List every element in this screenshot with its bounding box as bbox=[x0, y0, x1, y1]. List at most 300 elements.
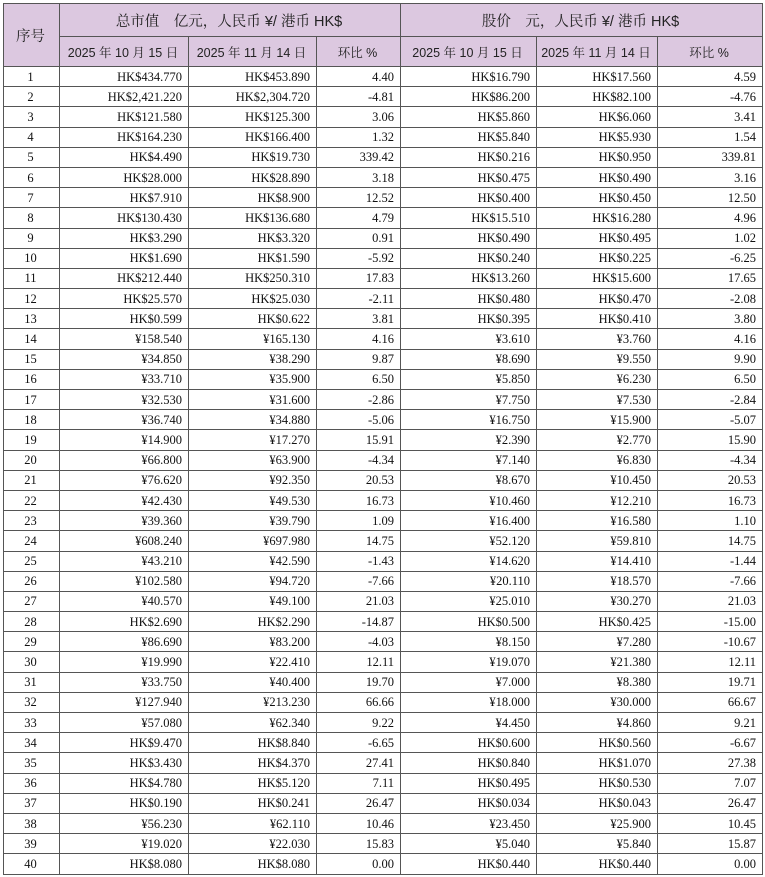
share-price-oct15-cell: HK$0.216 bbox=[401, 147, 537, 167]
market-cap-nov14-cell: ¥35.900 bbox=[189, 369, 317, 389]
market-cap-oct15-cell: ¥608.240 bbox=[60, 531, 189, 551]
header-index: 序号 bbox=[4, 4, 60, 67]
market-cap-change-cell: 15.83 bbox=[317, 834, 401, 854]
header-price-date-1: 2025 年 10 月 15 日 bbox=[401, 37, 537, 67]
row-index-cell: 4 bbox=[4, 127, 60, 147]
table-row bbox=[4, 228, 763, 248]
share-price-change-cell: -5.07 bbox=[658, 410, 763, 430]
share-price-change-cell: 15.90 bbox=[658, 430, 763, 450]
market-cap-change-cell: 3.81 bbox=[317, 309, 401, 329]
share-price-oct15-cell: ¥18.000 bbox=[401, 692, 537, 712]
header-price-date-2: 2025 年 11 月 14 日 bbox=[537, 37, 658, 67]
share-price-nov14-cell: HK$15.600 bbox=[537, 268, 658, 288]
share-price-oct15-cell: HK$0.034 bbox=[401, 793, 537, 813]
share-price-nov14-cell: HK$17.560 bbox=[537, 67, 658, 87]
share-price-change-cell: 15.87 bbox=[658, 834, 763, 854]
table-row bbox=[4, 67, 763, 87]
table-header bbox=[4, 4, 763, 67]
market-cap-oct15-cell: ¥158.540 bbox=[60, 329, 189, 349]
market-cap-nov14-cell: HK$8.840 bbox=[189, 733, 317, 753]
market-cap-oct15-cell: ¥86.690 bbox=[60, 632, 189, 652]
row-index-cell: 7 bbox=[4, 188, 60, 208]
header-row-groups bbox=[4, 4, 763, 37]
market-cap-oct15-cell: ¥19.020 bbox=[60, 834, 189, 854]
market-cap-oct15-cell: ¥33.750 bbox=[60, 672, 189, 692]
share-price-oct15-cell: ¥16.400 bbox=[401, 511, 537, 531]
table-row bbox=[4, 188, 763, 208]
share-price-nov14-cell: ¥12.210 bbox=[537, 490, 658, 510]
share-price-oct15-cell: ¥7.140 bbox=[401, 450, 537, 470]
share-price-change-cell: 7.07 bbox=[658, 773, 763, 793]
share-price-oct15-cell: ¥8.690 bbox=[401, 349, 537, 369]
share-price-nov14-cell: HK$0.495 bbox=[537, 228, 658, 248]
share-price-oct15-cell: HK$0.600 bbox=[401, 733, 537, 753]
share-price-nov14-cell: HK$5.930 bbox=[537, 127, 658, 147]
market-cap-nov14-cell: ¥94.720 bbox=[189, 571, 317, 591]
market-cap-change-cell: 0.91 bbox=[317, 228, 401, 248]
market-cap-change-cell: -4.81 bbox=[317, 87, 401, 107]
market-cap-nov14-cell: HK$125.300 bbox=[189, 107, 317, 127]
market-cap-oct15-cell: HK$4.490 bbox=[60, 147, 189, 167]
share-price-change-cell: -4.34 bbox=[658, 450, 763, 470]
row-index-cell: 40 bbox=[4, 854, 60, 874]
market-cap-nov14-cell: HK$8.900 bbox=[189, 188, 317, 208]
table-row bbox=[4, 652, 763, 672]
table-row bbox=[4, 167, 763, 187]
share-price-oct15-cell: ¥10.460 bbox=[401, 490, 537, 510]
market-cap-change-cell: 0.00 bbox=[317, 854, 401, 874]
share-price-oct15-cell: ¥20.110 bbox=[401, 571, 537, 591]
share-price-change-cell: 10.45 bbox=[658, 813, 763, 833]
market-cap-oct15-cell: HK$3.430 bbox=[60, 753, 189, 773]
market-cap-oct15-cell: HK$0.599 bbox=[60, 309, 189, 329]
market-cap-nov14-cell: HK$0.622 bbox=[189, 309, 317, 329]
share-price-change-cell: -2.84 bbox=[658, 390, 763, 410]
share-price-oct15-cell: HK$0.490 bbox=[401, 228, 537, 248]
row-index-cell: 36 bbox=[4, 773, 60, 793]
share-price-nov14-cell: HK$0.530 bbox=[537, 773, 658, 793]
share-price-change-cell: 3.16 bbox=[658, 167, 763, 187]
market-cap-change-cell: 20.53 bbox=[317, 470, 401, 490]
row-index-cell: 3 bbox=[4, 107, 60, 127]
share-price-change-cell: 9.21 bbox=[658, 713, 763, 733]
market-cap-oct15-cell: HK$9.470 bbox=[60, 733, 189, 753]
share-price-oct15-cell: HK$0.395 bbox=[401, 309, 537, 329]
share-price-nov14-cell: ¥3.760 bbox=[537, 329, 658, 349]
market-cap-oct15-cell: ¥34.850 bbox=[60, 349, 189, 369]
table-row bbox=[4, 692, 763, 712]
share-price-change-cell: 66.67 bbox=[658, 692, 763, 712]
table-row bbox=[4, 329, 763, 349]
market-cap-oct15-cell: ¥19.990 bbox=[60, 652, 189, 672]
row-index-cell: 27 bbox=[4, 591, 60, 611]
share-price-oct15-cell: ¥8.150 bbox=[401, 632, 537, 652]
share-price-change-cell: 6.50 bbox=[658, 369, 763, 389]
market-cap-oct15-cell: HK$28.000 bbox=[60, 167, 189, 187]
row-index-cell: 29 bbox=[4, 632, 60, 652]
table-row bbox=[4, 813, 763, 833]
row-index-cell: 9 bbox=[4, 228, 60, 248]
market-cap-nov14-cell: HK$5.120 bbox=[189, 773, 317, 793]
table-row bbox=[4, 511, 763, 531]
market-cap-nov14-cell: ¥49.100 bbox=[189, 591, 317, 611]
share-price-oct15-cell: ¥8.670 bbox=[401, 470, 537, 490]
market-cap-oct15-cell: ¥42.430 bbox=[60, 490, 189, 510]
share-price-oct15-cell: HK$0.440 bbox=[401, 854, 537, 874]
market-cap-nov14-cell: ¥22.410 bbox=[189, 652, 317, 672]
share-price-nov14-cell: ¥6.830 bbox=[537, 450, 658, 470]
table-row bbox=[4, 672, 763, 692]
share-price-change-cell: -15.00 bbox=[658, 612, 763, 632]
share-price-oct15-cell: ¥2.390 bbox=[401, 430, 537, 450]
table-row bbox=[4, 127, 763, 147]
market-cap-change-cell: 66.66 bbox=[317, 692, 401, 712]
table-row bbox=[4, 733, 763, 753]
row-index-cell: 38 bbox=[4, 813, 60, 833]
row-index-cell: 16 bbox=[4, 369, 60, 389]
share-price-nov14-cell: HK$0.470 bbox=[537, 289, 658, 309]
table-row bbox=[4, 450, 763, 470]
row-index-cell: 20 bbox=[4, 450, 60, 470]
share-price-nov14-cell: HK$0.450 bbox=[537, 188, 658, 208]
market-cap-oct15-cell: HK$7.910 bbox=[60, 188, 189, 208]
market-cap-change-cell: 7.11 bbox=[317, 773, 401, 793]
share-price-change-cell: 1.54 bbox=[658, 127, 763, 147]
market-cap-oct15-cell: ¥127.940 bbox=[60, 692, 189, 712]
market-cap-oct15-cell: ¥14.900 bbox=[60, 430, 189, 450]
market-cap-oct15-cell: ¥36.740 bbox=[60, 410, 189, 430]
market-cap-change-cell: 4.79 bbox=[317, 208, 401, 228]
market-cap-change-cell: 4.16 bbox=[317, 329, 401, 349]
share-price-oct15-cell: HK$16.790 bbox=[401, 67, 537, 87]
market-cap-oct15-cell: ¥32.530 bbox=[60, 390, 189, 410]
share-price-nov14-cell: ¥5.840 bbox=[537, 834, 658, 854]
row-index-cell: 32 bbox=[4, 692, 60, 712]
table-row bbox=[4, 430, 763, 450]
row-index-cell: 37 bbox=[4, 793, 60, 813]
table-row bbox=[4, 632, 763, 652]
share-price-change-cell: 3.80 bbox=[658, 309, 763, 329]
market-cap-oct15-cell: ¥56.230 bbox=[60, 813, 189, 833]
market-cap-oct15-cell: ¥57.080 bbox=[60, 713, 189, 733]
market-cap-nov14-cell: ¥31.600 bbox=[189, 390, 317, 410]
market-cap-nov14-cell: HK$2,304.720 bbox=[189, 87, 317, 107]
share-price-oct15-cell: ¥52.120 bbox=[401, 531, 537, 551]
share-price-oct15-cell: ¥4.450 bbox=[401, 713, 537, 733]
share-price-nov14-cell: ¥7.530 bbox=[537, 390, 658, 410]
share-price-nov14-cell: HK$0.225 bbox=[537, 248, 658, 268]
market-cap-change-cell: -5.06 bbox=[317, 410, 401, 430]
market-cap-oct15-cell: ¥66.800 bbox=[60, 450, 189, 470]
share-price-nov14-cell: HK$0.425 bbox=[537, 612, 658, 632]
share-price-change-cell: 12.11 bbox=[658, 652, 763, 672]
market-cap-nov14-cell: ¥697.980 bbox=[189, 531, 317, 551]
share-price-change-cell: 4.59 bbox=[658, 67, 763, 87]
market-cap-change-cell: 1.32 bbox=[317, 127, 401, 147]
table-row bbox=[4, 248, 763, 268]
market-cap-nov14-cell: ¥213.230 bbox=[189, 692, 317, 712]
market-cap-change-cell: 19.70 bbox=[317, 672, 401, 692]
market-cap-change-cell: 9.87 bbox=[317, 349, 401, 369]
market-cap-nov14-cell: HK$4.370 bbox=[189, 753, 317, 773]
row-index-cell: 31 bbox=[4, 672, 60, 692]
share-price-nov14-cell: ¥18.570 bbox=[537, 571, 658, 591]
share-price-change-cell: -10.67 bbox=[658, 632, 763, 652]
row-index-cell: 30 bbox=[4, 652, 60, 672]
market-cap-change-cell: -5.92 bbox=[317, 248, 401, 268]
market-cap-change-cell: -4.34 bbox=[317, 450, 401, 470]
share-price-change-cell: 26.47 bbox=[658, 793, 763, 813]
market-cap-change-cell: 15.91 bbox=[317, 430, 401, 450]
row-index-cell: 21 bbox=[4, 470, 60, 490]
share-price-oct15-cell: ¥5.850 bbox=[401, 369, 537, 389]
market-cap-nov14-cell: HK$453.890 bbox=[189, 67, 317, 87]
share-price-change-cell: 339.81 bbox=[658, 147, 763, 167]
share-price-change-cell: 3.41 bbox=[658, 107, 763, 127]
share-price-oct15-cell: HK$0.840 bbox=[401, 753, 537, 773]
market-cap-change-cell: 1.09 bbox=[317, 511, 401, 531]
market-cap-nov14-cell: ¥92.350 bbox=[189, 470, 317, 490]
market-cap-change-cell: -2.86 bbox=[317, 390, 401, 410]
market-cap-nov14-cell: HK$250.310 bbox=[189, 268, 317, 288]
share-price-nov14-cell: HK$0.560 bbox=[537, 733, 658, 753]
share-price-change-cell: 1.02 bbox=[658, 228, 763, 248]
market-cap-oct15-cell: HK$130.430 bbox=[60, 208, 189, 228]
header-cap-change: 环比 % bbox=[317, 37, 401, 67]
market-cap-nov14-cell: ¥49.530 bbox=[189, 490, 317, 510]
market-cap-change-cell: 3.06 bbox=[317, 107, 401, 127]
table-row bbox=[4, 834, 763, 854]
share-price-nov14-cell: ¥30.270 bbox=[537, 591, 658, 611]
market-cap-oct15-cell: HK$1.690 bbox=[60, 248, 189, 268]
market-cap-oct15-cell: ¥39.360 bbox=[60, 511, 189, 531]
market-cap-change-cell: -6.65 bbox=[317, 733, 401, 753]
market-cap-oct15-cell: HK$121.580 bbox=[60, 107, 189, 127]
market-cap-change-cell: 4.40 bbox=[317, 67, 401, 87]
market-cap-change-cell: -4.03 bbox=[317, 632, 401, 652]
share-price-oct15-cell: HK$0.495 bbox=[401, 773, 537, 793]
row-index-cell: 35 bbox=[4, 753, 60, 773]
share-price-nov14-cell: ¥14.410 bbox=[537, 551, 658, 571]
table-row bbox=[4, 349, 763, 369]
market-cap-nov14-cell: HK$136.680 bbox=[189, 208, 317, 228]
share-price-oct15-cell: HK$0.400 bbox=[401, 188, 537, 208]
market-cap-change-cell: 26.47 bbox=[317, 793, 401, 813]
share-price-change-cell: 16.73 bbox=[658, 490, 763, 510]
market-data-table bbox=[3, 3, 763, 875]
market-cap-change-cell: 12.52 bbox=[317, 188, 401, 208]
row-index-cell: 8 bbox=[4, 208, 60, 228]
table-row bbox=[4, 531, 763, 551]
share-price-change-cell: 12.50 bbox=[658, 188, 763, 208]
row-index-cell: 28 bbox=[4, 612, 60, 632]
row-index-cell: 15 bbox=[4, 349, 60, 369]
market-cap-nov14-cell: ¥83.200 bbox=[189, 632, 317, 652]
market-cap-change-cell: -2.11 bbox=[317, 289, 401, 309]
share-price-oct15-cell: ¥7.000 bbox=[401, 672, 537, 692]
share-price-change-cell: 0.00 bbox=[658, 854, 763, 874]
market-cap-oct15-cell: HK$434.770 bbox=[60, 67, 189, 87]
table-row bbox=[4, 854, 763, 874]
share-price-nov14-cell: ¥8.380 bbox=[537, 672, 658, 692]
header-cap-date-2: 2025 年 11 月 14 日 bbox=[189, 37, 317, 67]
market-cap-oct15-cell: HK$164.230 bbox=[60, 127, 189, 147]
share-price-oct15-cell: HK$15.510 bbox=[401, 208, 537, 228]
row-index-cell: 17 bbox=[4, 390, 60, 410]
table-row bbox=[4, 289, 763, 309]
table-row bbox=[4, 369, 763, 389]
share-price-oct15-cell: HK$0.240 bbox=[401, 248, 537, 268]
market-cap-nov14-cell: ¥40.400 bbox=[189, 672, 317, 692]
share-price-oct15-cell: HK$86.200 bbox=[401, 87, 537, 107]
market-cap-change-cell: 21.03 bbox=[317, 591, 401, 611]
share-price-change-cell: 4.16 bbox=[658, 329, 763, 349]
share-price-nov14-cell: HK$0.950 bbox=[537, 147, 658, 167]
share-price-nov14-cell: ¥21.380 bbox=[537, 652, 658, 672]
row-index-cell: 26 bbox=[4, 571, 60, 591]
market-cap-nov14-cell: ¥42.590 bbox=[189, 551, 317, 571]
row-index-cell: 2 bbox=[4, 87, 60, 107]
share-price-oct15-cell: HK$13.260 bbox=[401, 268, 537, 288]
market-cap-oct15-cell: ¥76.620 bbox=[60, 470, 189, 490]
table-row bbox=[4, 793, 763, 813]
table-row bbox=[4, 773, 763, 793]
share-price-oct15-cell: ¥3.610 bbox=[401, 329, 537, 349]
market-cap-oct15-cell: ¥40.570 bbox=[60, 591, 189, 611]
table-row bbox=[4, 390, 763, 410]
share-price-oct15-cell: ¥7.750 bbox=[401, 390, 537, 410]
table-row bbox=[4, 551, 763, 571]
share-price-oct15-cell: ¥19.070 bbox=[401, 652, 537, 672]
table-row bbox=[4, 147, 763, 167]
market-cap-nov14-cell: HK$2.290 bbox=[189, 612, 317, 632]
share-price-oct15-cell: ¥23.450 bbox=[401, 813, 537, 833]
row-index-cell: 14 bbox=[4, 329, 60, 349]
market-cap-change-cell: 16.73 bbox=[317, 490, 401, 510]
table-row bbox=[4, 571, 763, 591]
share-price-nov14-cell: ¥6.230 bbox=[537, 369, 658, 389]
market-cap-oct15-cell: HK$2.690 bbox=[60, 612, 189, 632]
market-cap-oct15-cell: ¥33.710 bbox=[60, 369, 189, 389]
market-cap-nov14-cell: HK$166.400 bbox=[189, 127, 317, 147]
table-row bbox=[4, 612, 763, 632]
share-price-nov14-cell: HK$82.100 bbox=[537, 87, 658, 107]
row-index-cell: 34 bbox=[4, 733, 60, 753]
market-cap-change-cell: 14.75 bbox=[317, 531, 401, 551]
share-price-oct15-cell: HK$5.860 bbox=[401, 107, 537, 127]
market-cap-oct15-cell: HK$4.780 bbox=[60, 773, 189, 793]
row-index-cell: 24 bbox=[4, 531, 60, 551]
row-index-cell: 23 bbox=[4, 511, 60, 531]
share-price-oct15-cell: HK$0.500 bbox=[401, 612, 537, 632]
market-cap-change-cell: 10.46 bbox=[317, 813, 401, 833]
share-price-change-cell: 4.96 bbox=[658, 208, 763, 228]
share-price-nov14-cell: HK$0.043 bbox=[537, 793, 658, 813]
share-price-nov14-cell: HK$0.490 bbox=[537, 167, 658, 187]
share-price-oct15-cell: ¥5.040 bbox=[401, 834, 537, 854]
row-index-cell: 13 bbox=[4, 309, 60, 329]
row-index-cell: 10 bbox=[4, 248, 60, 268]
row-index-cell: 33 bbox=[4, 713, 60, 733]
row-index-cell: 12 bbox=[4, 289, 60, 309]
table-row bbox=[4, 107, 763, 127]
share-price-oct15-cell: HK$0.480 bbox=[401, 289, 537, 309]
share-price-change-cell: -7.66 bbox=[658, 571, 763, 591]
share-price-change-cell: -2.08 bbox=[658, 289, 763, 309]
market-cap-change-cell: 3.18 bbox=[317, 167, 401, 187]
market-cap-change-cell: -7.66 bbox=[317, 571, 401, 591]
share-price-nov14-cell: ¥25.900 bbox=[537, 813, 658, 833]
market-cap-nov14-cell: ¥62.340 bbox=[189, 713, 317, 733]
row-index-cell: 11 bbox=[4, 268, 60, 288]
market-cap-change-cell: 339.42 bbox=[317, 147, 401, 167]
share-price-change-cell: -6.25 bbox=[658, 248, 763, 268]
table-row bbox=[4, 309, 763, 329]
share-price-change-cell: 14.75 bbox=[658, 531, 763, 551]
row-index-cell: 1 bbox=[4, 67, 60, 87]
market-cap-oct15-cell: ¥102.580 bbox=[60, 571, 189, 591]
share-price-nov14-cell: ¥30.000 bbox=[537, 692, 658, 712]
market-cap-oct15-cell: ¥43.210 bbox=[60, 551, 189, 571]
market-cap-nov14-cell: ¥39.790 bbox=[189, 511, 317, 531]
share-price-nov14-cell: ¥15.900 bbox=[537, 410, 658, 430]
header-price-change: 环比 % bbox=[658, 37, 763, 67]
table-row bbox=[4, 410, 763, 430]
row-index-cell: 25 bbox=[4, 551, 60, 571]
share-price-oct15-cell: HK$0.475 bbox=[401, 167, 537, 187]
market-cap-oct15-cell: HK$25.570 bbox=[60, 289, 189, 309]
market-cap-nov14-cell: HK$25.030 bbox=[189, 289, 317, 309]
market-cap-nov14-cell: HK$8.080 bbox=[189, 854, 317, 874]
share-price-nov14-cell: HK$16.280 bbox=[537, 208, 658, 228]
row-index-cell: 22 bbox=[4, 490, 60, 510]
market-cap-nov14-cell: HK$3.320 bbox=[189, 228, 317, 248]
market-cap-oct15-cell: HK$212.440 bbox=[60, 268, 189, 288]
market-cap-change-cell: 9.22 bbox=[317, 713, 401, 733]
table-row bbox=[4, 713, 763, 733]
market-cap-nov14-cell: ¥62.110 bbox=[189, 813, 317, 833]
market-cap-nov14-cell: ¥165.130 bbox=[189, 329, 317, 349]
market-cap-nov14-cell: ¥22.030 bbox=[189, 834, 317, 854]
header-row-subcolumns bbox=[4, 37, 763, 67]
header-market-cap-group: 总市值 亿元，人民币 ¥/ 港币 HK$ bbox=[60, 4, 401, 37]
share-price-oct15-cell: ¥14.620 bbox=[401, 551, 537, 571]
market-cap-change-cell: 27.41 bbox=[317, 753, 401, 773]
row-index-cell: 5 bbox=[4, 147, 60, 167]
market-cap-change-cell: 12.11 bbox=[317, 652, 401, 672]
share-price-change-cell: -6.67 bbox=[658, 733, 763, 753]
header-cap-date-1: 2025 年 10 月 15 日 bbox=[60, 37, 189, 67]
market-cap-nov14-cell: ¥38.290 bbox=[189, 349, 317, 369]
share-price-nov14-cell: ¥16.580 bbox=[537, 511, 658, 531]
row-index-cell: 19 bbox=[4, 430, 60, 450]
share-price-change-cell: 21.03 bbox=[658, 591, 763, 611]
table-body bbox=[4, 67, 763, 875]
market-cap-change-cell: -1.43 bbox=[317, 551, 401, 571]
share-price-nov14-cell: HK$0.410 bbox=[537, 309, 658, 329]
row-index-cell: 18 bbox=[4, 410, 60, 430]
share-price-change-cell: -1.44 bbox=[658, 551, 763, 571]
row-index-cell: 39 bbox=[4, 834, 60, 854]
market-cap-oct15-cell: HK$2,421.220 bbox=[60, 87, 189, 107]
share-price-nov14-cell: HK$0.440 bbox=[537, 854, 658, 874]
market-cap-oct15-cell: HK$8.080 bbox=[60, 854, 189, 874]
share-price-nov14-cell: ¥7.280 bbox=[537, 632, 658, 652]
market-cap-change-cell: 6.50 bbox=[317, 369, 401, 389]
market-cap-nov14-cell: ¥17.270 bbox=[189, 430, 317, 450]
market-cap-change-cell: -14.87 bbox=[317, 612, 401, 632]
share-price-oct15-cell: HK$5.840 bbox=[401, 127, 537, 147]
